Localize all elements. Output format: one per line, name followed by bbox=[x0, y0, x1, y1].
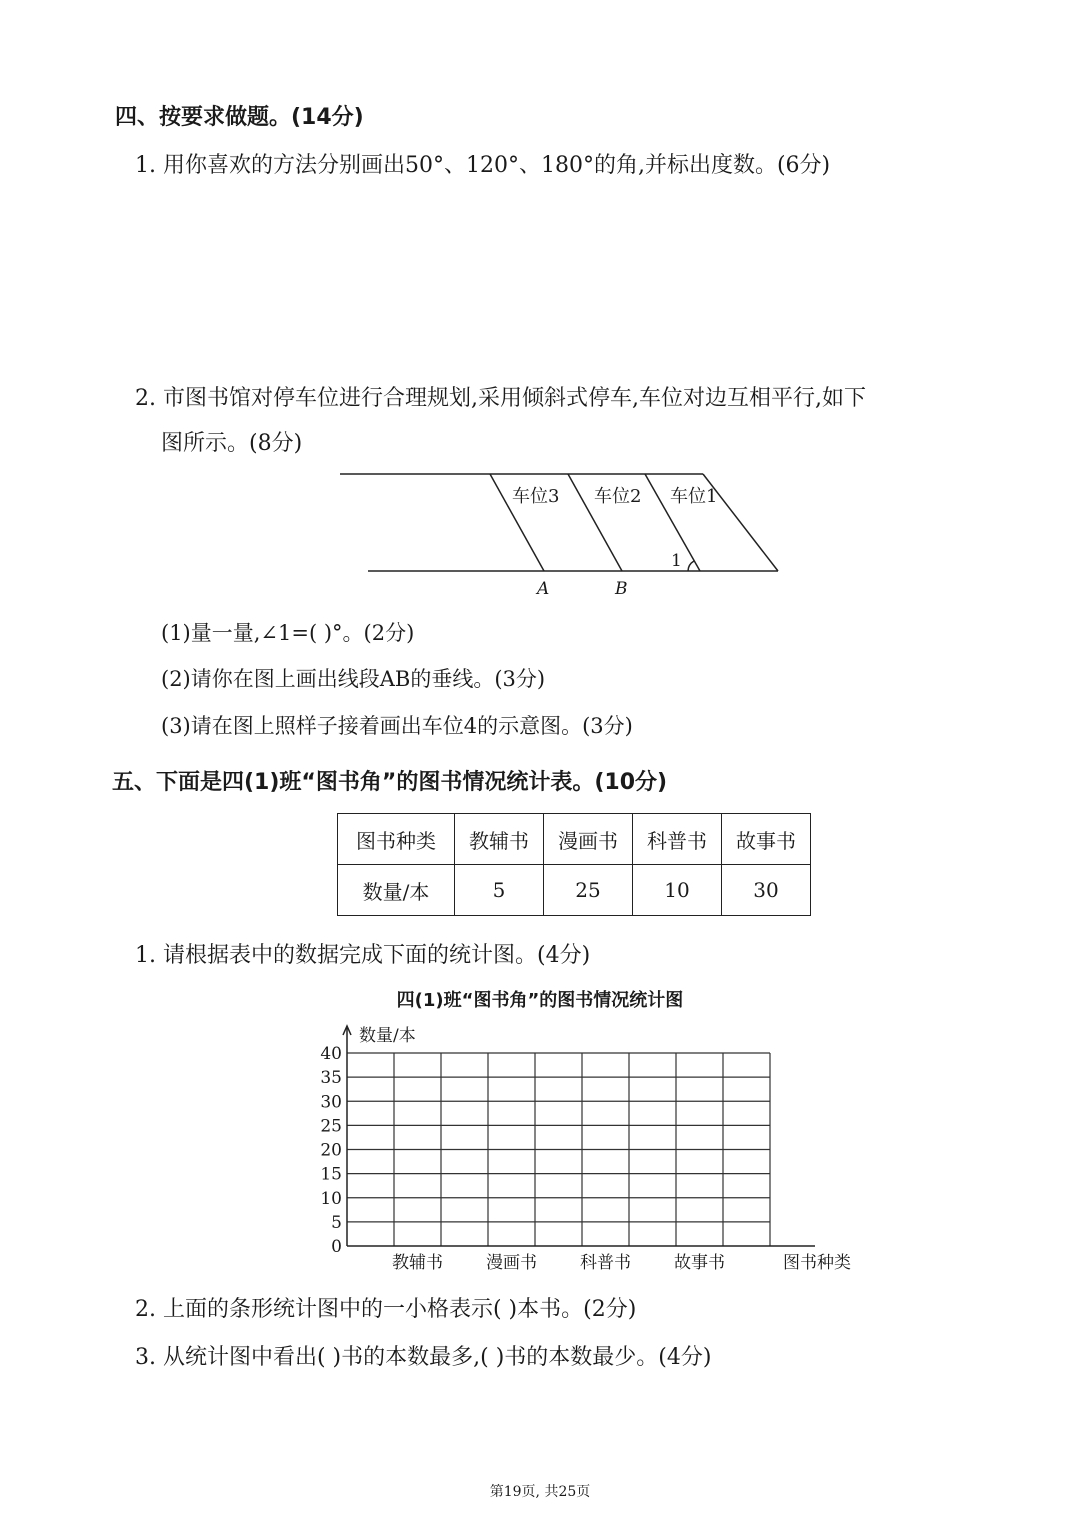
angle-1-label: 1 bbox=[671, 551, 682, 571]
question-5-2: 2. 上面的条形统计图中的一小格表示( )本书。(2分) bbox=[135, 1297, 637, 1322]
section4-title: 四、按要求做题。(14分) bbox=[115, 105, 364, 130]
space-2-label: 车位2 bbox=[594, 486, 642, 507]
x-category-label: 科普书 bbox=[580, 1253, 631, 1273]
y-tick-label: 10 bbox=[320, 1188, 342, 1209]
question-5-1: 1. 请根据表中的数据完成下面的统计图。(4分) bbox=[135, 943, 591, 968]
table-cell: 图书种类 bbox=[338, 814, 455, 865]
subquestion-3: (3)请在图上照样子接着画出车位4的示意图。(3分) bbox=[161, 714, 633, 738]
section5-title: 五、下面是四(1)班“图书角”的图书情况统计表。(10分) bbox=[112, 770, 668, 795]
table-header-row bbox=[338, 814, 811, 865]
question-4-2-line2: 图所示。(8分) bbox=[161, 431, 303, 456]
table-cell: 30 bbox=[722, 865, 811, 916]
point-a-label: A bbox=[537, 579, 550, 599]
y-tick-label: 25 bbox=[320, 1116, 342, 1137]
y-tick-label: 15 bbox=[320, 1164, 342, 1185]
space-3-label: 车位3 bbox=[512, 486, 560, 507]
point-b-label: B bbox=[615, 579, 628, 599]
question-5-3: 3. 从统计图中看出( )书的本数最多,( )书的本数最少。(4分) bbox=[135, 1345, 712, 1370]
chart-title: 四(1)班“图书角”的图书情况统计图 bbox=[396, 990, 684, 1011]
table-cell: 教辅书 bbox=[455, 814, 544, 865]
table-cell: 故事书 bbox=[722, 814, 811, 865]
table-cell: 数量/本 bbox=[338, 865, 455, 916]
x-axis-label: 图书种类 bbox=[783, 1253, 851, 1273]
subquestion-2: (2)请你在图上画出线段AB的垂线。(3分) bbox=[161, 667, 546, 691]
page-footer: 第19页, 共25页 bbox=[489, 1484, 591, 1500]
table-cell: 10 bbox=[633, 865, 722, 916]
y-tick-label: 5 bbox=[331, 1212, 342, 1233]
y-tick-label: 0 bbox=[331, 1237, 342, 1257]
x-category-label: 漫画书 bbox=[486, 1253, 537, 1273]
x-category-label: 教辅书 bbox=[392, 1253, 443, 1273]
y-tick-label: 20 bbox=[320, 1140, 342, 1161]
subquestion-1: (1)量一量,∠1=( )°。(2分) bbox=[161, 621, 415, 645]
y-tick-label: 35 bbox=[320, 1068, 342, 1089]
table-cell: 科普书 bbox=[633, 814, 722, 865]
table-cell: 漫画书 bbox=[544, 814, 633, 865]
table-cell: 25 bbox=[544, 865, 633, 916]
y-tick-label: 40 bbox=[320, 1044, 342, 1064]
x-category-label: 故事书 bbox=[674, 1253, 725, 1273]
table-row bbox=[338, 865, 811, 916]
table-cell: 5 bbox=[455, 865, 544, 916]
y-tick-label: 30 bbox=[320, 1092, 342, 1113]
space-1-label: 车位1 bbox=[670, 486, 718, 507]
y-axis-label: 数量/本 bbox=[359, 1026, 416, 1046]
bar-chart bbox=[0, 1020, 1080, 1280]
angle-1-arc bbox=[688, 561, 694, 571]
question-4-2-line1: 2. 市图书馆对停车位进行合理规划,采用倾斜式停车,车位对边互相平行,如下 bbox=[135, 386, 866, 411]
parking-diagram bbox=[0, 0, 1080, 620]
question-4-1: 1. 用你喜欢的方法分别画出50°、120°、180°的角,并标出度数。(6分) bbox=[135, 153, 831, 178]
stats-table bbox=[337, 813, 811, 916]
